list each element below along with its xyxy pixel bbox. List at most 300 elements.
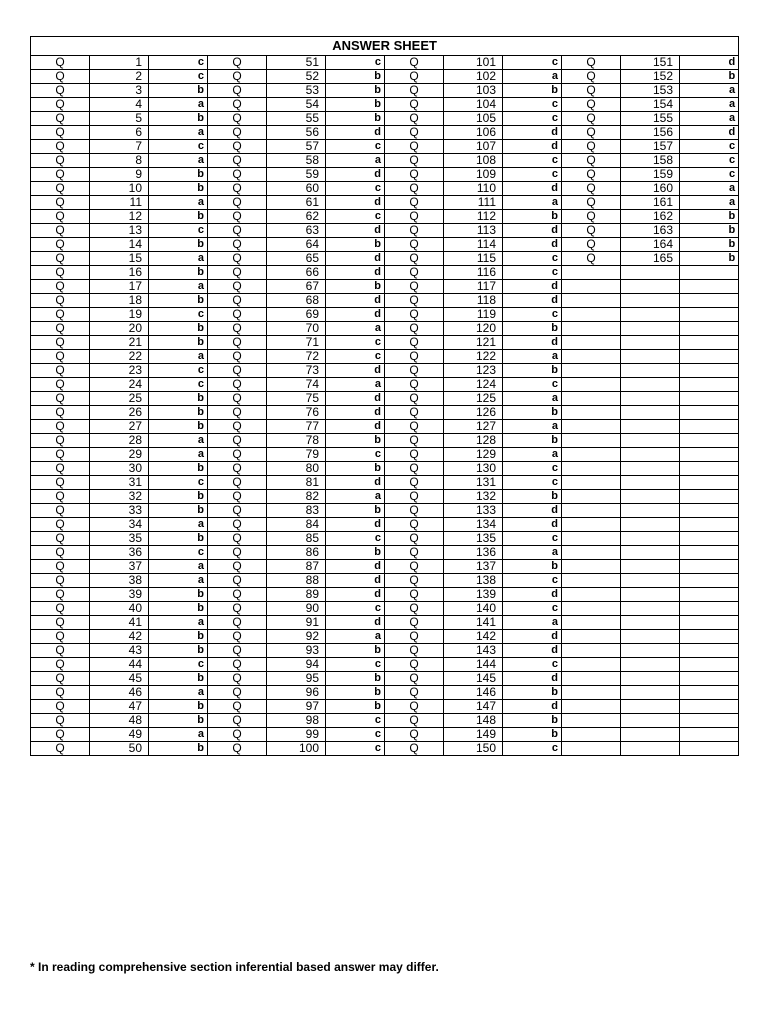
question-number: 2 bbox=[90, 70, 149, 84]
table-row bbox=[31, 252, 739, 266]
question-label bbox=[562, 266, 621, 280]
question-label: Q bbox=[385, 336, 444, 350]
answer-cell: a bbox=[149, 350, 208, 364]
answer-cell: c bbox=[149, 308, 208, 322]
question-label: Q bbox=[208, 616, 267, 630]
question-label: Q bbox=[31, 224, 90, 238]
answer-cell: b bbox=[503, 434, 562, 448]
question-number: 152 bbox=[621, 70, 680, 84]
question-number: 98 bbox=[267, 714, 326, 728]
question-number: 154 bbox=[621, 98, 680, 112]
question-label: Q bbox=[385, 490, 444, 504]
answer-cell: a bbox=[326, 630, 385, 644]
question-number: 87 bbox=[267, 560, 326, 574]
question-number bbox=[621, 742, 680, 756]
answer-cell: c bbox=[503, 266, 562, 280]
answer-cell: a bbox=[326, 378, 385, 392]
answer-cell: a bbox=[149, 616, 208, 630]
question-number: 8 bbox=[90, 154, 149, 168]
question-label bbox=[562, 308, 621, 322]
title-row bbox=[31, 37, 739, 56]
question-label: Q bbox=[208, 322, 267, 336]
question-number bbox=[621, 336, 680, 350]
question-number: 127 bbox=[444, 420, 503, 434]
question-number bbox=[621, 588, 680, 602]
answer-cell: a bbox=[503, 392, 562, 406]
table-row bbox=[31, 112, 739, 126]
table-row bbox=[31, 518, 739, 532]
question-number bbox=[621, 490, 680, 504]
question-number: 125 bbox=[444, 392, 503, 406]
answer-cell bbox=[680, 616, 739, 630]
question-number: 68 bbox=[267, 294, 326, 308]
question-number bbox=[621, 294, 680, 308]
answer-cell: d bbox=[326, 392, 385, 406]
question-number: 32 bbox=[90, 490, 149, 504]
question-number: 56 bbox=[267, 126, 326, 140]
answer-cell: b bbox=[503, 322, 562, 336]
question-number: 106 bbox=[444, 126, 503, 140]
question-label: Q bbox=[31, 630, 90, 644]
answer-cell: d bbox=[326, 364, 385, 378]
answer-cell: b bbox=[503, 686, 562, 700]
table-row bbox=[31, 462, 739, 476]
question-label: Q bbox=[208, 196, 267, 210]
question-number: 111 bbox=[444, 196, 503, 210]
question-number: 92 bbox=[267, 630, 326, 644]
question-number: 122 bbox=[444, 350, 503, 364]
question-label: Q bbox=[385, 714, 444, 728]
table-row bbox=[31, 588, 739, 602]
question-label: Q bbox=[562, 70, 621, 84]
answer-cell: b bbox=[326, 462, 385, 476]
question-label: Q bbox=[562, 210, 621, 224]
answer-cell: b bbox=[149, 490, 208, 504]
question-number: 128 bbox=[444, 434, 503, 448]
answer-cell bbox=[680, 378, 739, 392]
table-row bbox=[31, 448, 739, 462]
question-number: 129 bbox=[444, 448, 503, 462]
question-label: Q bbox=[208, 350, 267, 364]
answer-cell: c bbox=[680, 154, 739, 168]
question-number bbox=[621, 560, 680, 574]
question-number: 52 bbox=[267, 70, 326, 84]
table-row bbox=[31, 210, 739, 224]
question-label: Q bbox=[385, 518, 444, 532]
question-number: 165 bbox=[621, 252, 680, 266]
answer-cell: b bbox=[326, 84, 385, 98]
question-label: Q bbox=[208, 434, 267, 448]
table-row bbox=[31, 168, 739, 182]
question-label: Q bbox=[31, 196, 90, 210]
table-row bbox=[31, 700, 739, 714]
question-number: 84 bbox=[267, 518, 326, 532]
question-number: 15 bbox=[90, 252, 149, 266]
answer-cell: d bbox=[503, 294, 562, 308]
question-label bbox=[562, 392, 621, 406]
answer-cell: a bbox=[149, 560, 208, 574]
answer-cell: b bbox=[680, 70, 739, 84]
question-label: Q bbox=[31, 434, 90, 448]
table-row bbox=[31, 728, 739, 742]
answer-cell: c bbox=[149, 658, 208, 672]
question-label: Q bbox=[31, 364, 90, 378]
answer-cell: d bbox=[503, 140, 562, 154]
question-number: 112 bbox=[444, 210, 503, 224]
question-number: 51 bbox=[267, 56, 326, 70]
answer-cell: c bbox=[503, 308, 562, 322]
question-number: 124 bbox=[444, 378, 503, 392]
question-number: 33 bbox=[90, 504, 149, 518]
answer-cell: d bbox=[680, 56, 739, 70]
question-number: 147 bbox=[444, 700, 503, 714]
question-number: 97 bbox=[267, 700, 326, 714]
question-number bbox=[621, 378, 680, 392]
question-label: Q bbox=[385, 56, 444, 70]
answer-cell: b bbox=[149, 742, 208, 756]
question-label: Q bbox=[208, 742, 267, 756]
answer-cell: c bbox=[149, 56, 208, 70]
question-label: Q bbox=[31, 574, 90, 588]
question-number: 113 bbox=[444, 224, 503, 238]
answer-cell: a bbox=[149, 728, 208, 742]
question-label: Q bbox=[208, 672, 267, 686]
question-label: Q bbox=[31, 616, 90, 630]
answer-cell: c bbox=[503, 532, 562, 546]
question-label: Q bbox=[31, 336, 90, 350]
answer-cell bbox=[680, 644, 739, 658]
question-label: Q bbox=[31, 476, 90, 490]
answer-cell bbox=[680, 504, 739, 518]
answer-cell: d bbox=[326, 168, 385, 182]
table-row bbox=[31, 364, 739, 378]
question-number: 119 bbox=[444, 308, 503, 322]
question-number: 28 bbox=[90, 434, 149, 448]
question-number bbox=[621, 700, 680, 714]
question-label: Q bbox=[31, 560, 90, 574]
question-label bbox=[562, 378, 621, 392]
question-label: Q bbox=[562, 140, 621, 154]
question-number bbox=[621, 714, 680, 728]
answer-cell: b bbox=[503, 714, 562, 728]
answer-cell bbox=[680, 448, 739, 462]
question-label: Q bbox=[208, 490, 267, 504]
answer-cell: b bbox=[149, 462, 208, 476]
question-number: 96 bbox=[267, 686, 326, 700]
question-label: Q bbox=[31, 140, 90, 154]
question-label bbox=[562, 518, 621, 532]
question-number: 134 bbox=[444, 518, 503, 532]
question-number: 67 bbox=[267, 280, 326, 294]
question-label: Q bbox=[385, 504, 444, 518]
answer-cell: c bbox=[680, 140, 739, 154]
answer-cell: a bbox=[503, 546, 562, 560]
question-label: Q bbox=[31, 518, 90, 532]
answer-cell: d bbox=[326, 224, 385, 238]
answer-cell: d bbox=[326, 574, 385, 588]
question-label bbox=[562, 406, 621, 420]
question-number: 42 bbox=[90, 630, 149, 644]
table-row bbox=[31, 266, 739, 280]
question-label: Q bbox=[385, 406, 444, 420]
answer-cell: a bbox=[149, 196, 208, 210]
question-label: Q bbox=[562, 126, 621, 140]
question-label: Q bbox=[208, 252, 267, 266]
question-number bbox=[621, 504, 680, 518]
question-label: Q bbox=[562, 182, 621, 196]
table-row bbox=[31, 392, 739, 406]
question-number: 19 bbox=[90, 308, 149, 322]
question-number: 138 bbox=[444, 574, 503, 588]
question-number: 16 bbox=[90, 266, 149, 280]
answer-cell: d bbox=[503, 672, 562, 686]
answer-cell: a bbox=[503, 70, 562, 84]
question-number: 141 bbox=[444, 616, 503, 630]
question-label bbox=[562, 560, 621, 574]
answer-cell: d bbox=[503, 126, 562, 140]
question-number: 121 bbox=[444, 336, 503, 350]
question-label: Q bbox=[385, 210, 444, 224]
answer-cell: c bbox=[503, 98, 562, 112]
question-label: Q bbox=[31, 280, 90, 294]
table-row bbox=[31, 644, 739, 658]
question-label: Q bbox=[208, 546, 267, 560]
answer-cell: d bbox=[680, 126, 739, 140]
question-label: Q bbox=[208, 476, 267, 490]
question-label bbox=[562, 588, 621, 602]
answer-cell: a bbox=[503, 196, 562, 210]
question-label: Q bbox=[385, 224, 444, 238]
question-number: 48 bbox=[90, 714, 149, 728]
question-label: Q bbox=[385, 322, 444, 336]
question-number: 90 bbox=[267, 602, 326, 616]
question-number: 83 bbox=[267, 504, 326, 518]
question-number: 65 bbox=[267, 252, 326, 266]
question-number bbox=[621, 532, 680, 546]
question-number: 153 bbox=[621, 84, 680, 98]
answer-cell: a bbox=[149, 518, 208, 532]
question-number bbox=[621, 574, 680, 588]
question-label: Q bbox=[208, 84, 267, 98]
question-number: 62 bbox=[267, 210, 326, 224]
question-label: Q bbox=[31, 98, 90, 112]
question-number: 25 bbox=[90, 392, 149, 406]
question-label bbox=[562, 574, 621, 588]
answer-cell: a bbox=[149, 280, 208, 294]
answer-cell: b bbox=[326, 238, 385, 252]
question-label: Q bbox=[385, 350, 444, 364]
question-label: Q bbox=[208, 112, 267, 126]
answer-cell: c bbox=[503, 462, 562, 476]
question-number: 9 bbox=[90, 168, 149, 182]
question-number: 69 bbox=[267, 308, 326, 322]
question-label: Q bbox=[31, 308, 90, 322]
answer-cell: b bbox=[149, 210, 208, 224]
answer-cell: a bbox=[680, 98, 739, 112]
question-number bbox=[621, 672, 680, 686]
question-label: Q bbox=[31, 602, 90, 616]
question-number bbox=[621, 658, 680, 672]
question-label: Q bbox=[385, 364, 444, 378]
question-number bbox=[621, 266, 680, 280]
answer-cell: b bbox=[149, 504, 208, 518]
question-number bbox=[621, 644, 680, 658]
question-label bbox=[562, 616, 621, 630]
question-label bbox=[562, 504, 621, 518]
answer-cell: c bbox=[326, 728, 385, 742]
question-number: 157 bbox=[621, 140, 680, 154]
answer-cell: c bbox=[149, 224, 208, 238]
question-label: Q bbox=[385, 280, 444, 294]
answer-cell: d bbox=[326, 294, 385, 308]
question-label: Q bbox=[385, 742, 444, 756]
question-number: 24 bbox=[90, 378, 149, 392]
question-label: Q bbox=[385, 546, 444, 560]
question-label: Q bbox=[31, 112, 90, 126]
answer-cell: a bbox=[149, 434, 208, 448]
answer-cell bbox=[680, 588, 739, 602]
question-number: 160 bbox=[621, 182, 680, 196]
question-label: Q bbox=[385, 462, 444, 476]
table-row bbox=[31, 686, 739, 700]
question-number: 139 bbox=[444, 588, 503, 602]
question-label: Q bbox=[385, 98, 444, 112]
question-label: Q bbox=[385, 182, 444, 196]
answer-cell bbox=[680, 630, 739, 644]
question-label: Q bbox=[208, 686, 267, 700]
question-label: Q bbox=[208, 644, 267, 658]
question-number bbox=[621, 420, 680, 434]
answer-cell: b bbox=[149, 602, 208, 616]
table-row bbox=[31, 98, 739, 112]
answer-cell: b bbox=[680, 252, 739, 266]
question-label: Q bbox=[385, 266, 444, 280]
answer-cell: c bbox=[326, 742, 385, 756]
question-number: 115 bbox=[444, 252, 503, 266]
question-label bbox=[562, 714, 621, 728]
question-number: 54 bbox=[267, 98, 326, 112]
answer-cell: d bbox=[503, 630, 562, 644]
question-number: 131 bbox=[444, 476, 503, 490]
question-label: Q bbox=[31, 154, 90, 168]
question-number bbox=[621, 616, 680, 630]
answer-cell: c bbox=[149, 546, 208, 560]
question-label: Q bbox=[31, 420, 90, 434]
question-number: 76 bbox=[267, 406, 326, 420]
question-label bbox=[562, 448, 621, 462]
answer-cell: b bbox=[326, 686, 385, 700]
question-label: Q bbox=[31, 686, 90, 700]
question-label: Q bbox=[562, 84, 621, 98]
question-label: Q bbox=[208, 420, 267, 434]
table-row bbox=[31, 574, 739, 588]
answer-cell: d bbox=[326, 252, 385, 266]
question-number: 130 bbox=[444, 462, 503, 476]
question-label bbox=[562, 434, 621, 448]
answer-cell: c bbox=[503, 378, 562, 392]
question-number: 159 bbox=[621, 168, 680, 182]
question-number: 44 bbox=[90, 658, 149, 672]
question-number bbox=[621, 322, 680, 336]
question-number: 101 bbox=[444, 56, 503, 70]
question-number: 74 bbox=[267, 378, 326, 392]
question-number: 78 bbox=[267, 434, 326, 448]
question-number: 148 bbox=[444, 714, 503, 728]
question-number: 140 bbox=[444, 602, 503, 616]
question-number: 41 bbox=[90, 616, 149, 630]
answer-cell: a bbox=[149, 574, 208, 588]
question-label: Q bbox=[208, 700, 267, 714]
question-number: 10 bbox=[90, 182, 149, 196]
question-number bbox=[621, 546, 680, 560]
table-row bbox=[31, 336, 739, 350]
question-number bbox=[621, 602, 680, 616]
answer-cell bbox=[680, 322, 739, 336]
table-row bbox=[31, 126, 739, 140]
question-number: 86 bbox=[267, 546, 326, 560]
answer-cell: b bbox=[149, 168, 208, 182]
answer-cell: b bbox=[503, 406, 562, 420]
answer-cell: b bbox=[149, 392, 208, 406]
answer-cell: d bbox=[326, 616, 385, 630]
question-label: Q bbox=[208, 56, 267, 70]
question-label: Q bbox=[208, 224, 267, 238]
answer-cell: d bbox=[503, 518, 562, 532]
answer-cell: b bbox=[503, 728, 562, 742]
question-label: Q bbox=[208, 70, 267, 84]
question-number: 88 bbox=[267, 574, 326, 588]
question-number: 70 bbox=[267, 322, 326, 336]
question-number: 85 bbox=[267, 532, 326, 546]
question-number: 114 bbox=[444, 238, 503, 252]
table-row bbox=[31, 350, 739, 364]
question-label bbox=[562, 700, 621, 714]
question-number: 117 bbox=[444, 280, 503, 294]
question-label: Q bbox=[385, 686, 444, 700]
question-number: 47 bbox=[90, 700, 149, 714]
footnote: * In reading comprehensive section inferential based answer may differ. bbox=[30, 960, 439, 974]
question-label: Q bbox=[562, 56, 621, 70]
question-label: Q bbox=[562, 168, 621, 182]
question-number: 11 bbox=[90, 196, 149, 210]
question-label: Q bbox=[385, 602, 444, 616]
question-label: Q bbox=[31, 350, 90, 364]
answer-cell: b bbox=[149, 672, 208, 686]
question-number: 81 bbox=[267, 476, 326, 490]
question-number: 73 bbox=[267, 364, 326, 378]
answer-cell: c bbox=[503, 252, 562, 266]
question-number: 79 bbox=[267, 448, 326, 462]
question-label bbox=[562, 280, 621, 294]
question-label: Q bbox=[31, 490, 90, 504]
question-number: 103 bbox=[444, 84, 503, 98]
question-label: Q bbox=[385, 126, 444, 140]
question-label: Q bbox=[208, 182, 267, 196]
answer-cell bbox=[680, 742, 739, 756]
question-number: 55 bbox=[267, 112, 326, 126]
answer-cell: a bbox=[326, 322, 385, 336]
answer-cell: b bbox=[149, 532, 208, 546]
answer-cell: c bbox=[149, 140, 208, 154]
answer-cell: a bbox=[680, 196, 739, 210]
question-number: 104 bbox=[444, 98, 503, 112]
answer-cell bbox=[680, 420, 739, 434]
question-number: 161 bbox=[621, 196, 680, 210]
question-label: Q bbox=[31, 658, 90, 672]
answer-cell: b bbox=[326, 434, 385, 448]
question-number: 34 bbox=[90, 518, 149, 532]
question-number: 142 bbox=[444, 630, 503, 644]
